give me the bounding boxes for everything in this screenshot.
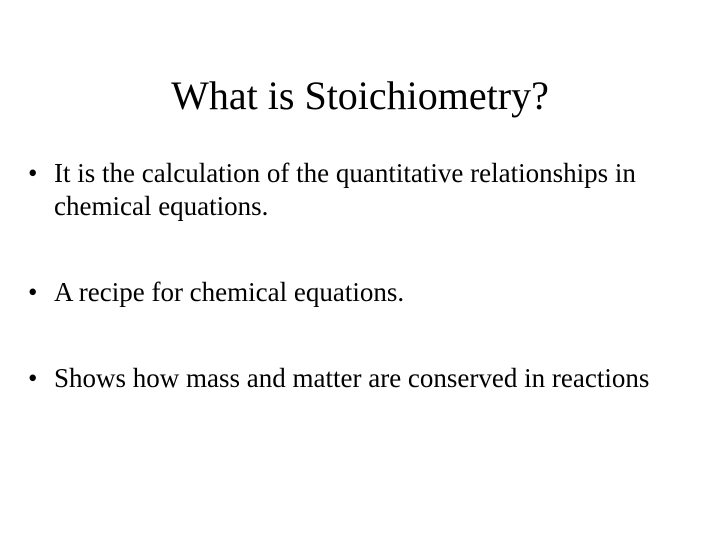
bullet-icon: • (28, 277, 38, 307)
bullet-text: A recipe for chemical equations. (54, 277, 405, 307)
bullet-text: It is the calculation of the quantitative relationships in chemical equations. (54, 158, 636, 221)
bullet-item (28, 157, 688, 223)
bullet-list (28, 157, 688, 448)
bullet-item (28, 362, 688, 395)
bullet-text: Shows how mass and matter are conserved in reactions (54, 363, 650, 393)
bullet-item (28, 276, 688, 309)
bullet-icon: • (28, 158, 38, 188)
bullet-icon: • (28, 363, 38, 393)
slide-title: What is Stoichiometry? (171, 73, 549, 118)
